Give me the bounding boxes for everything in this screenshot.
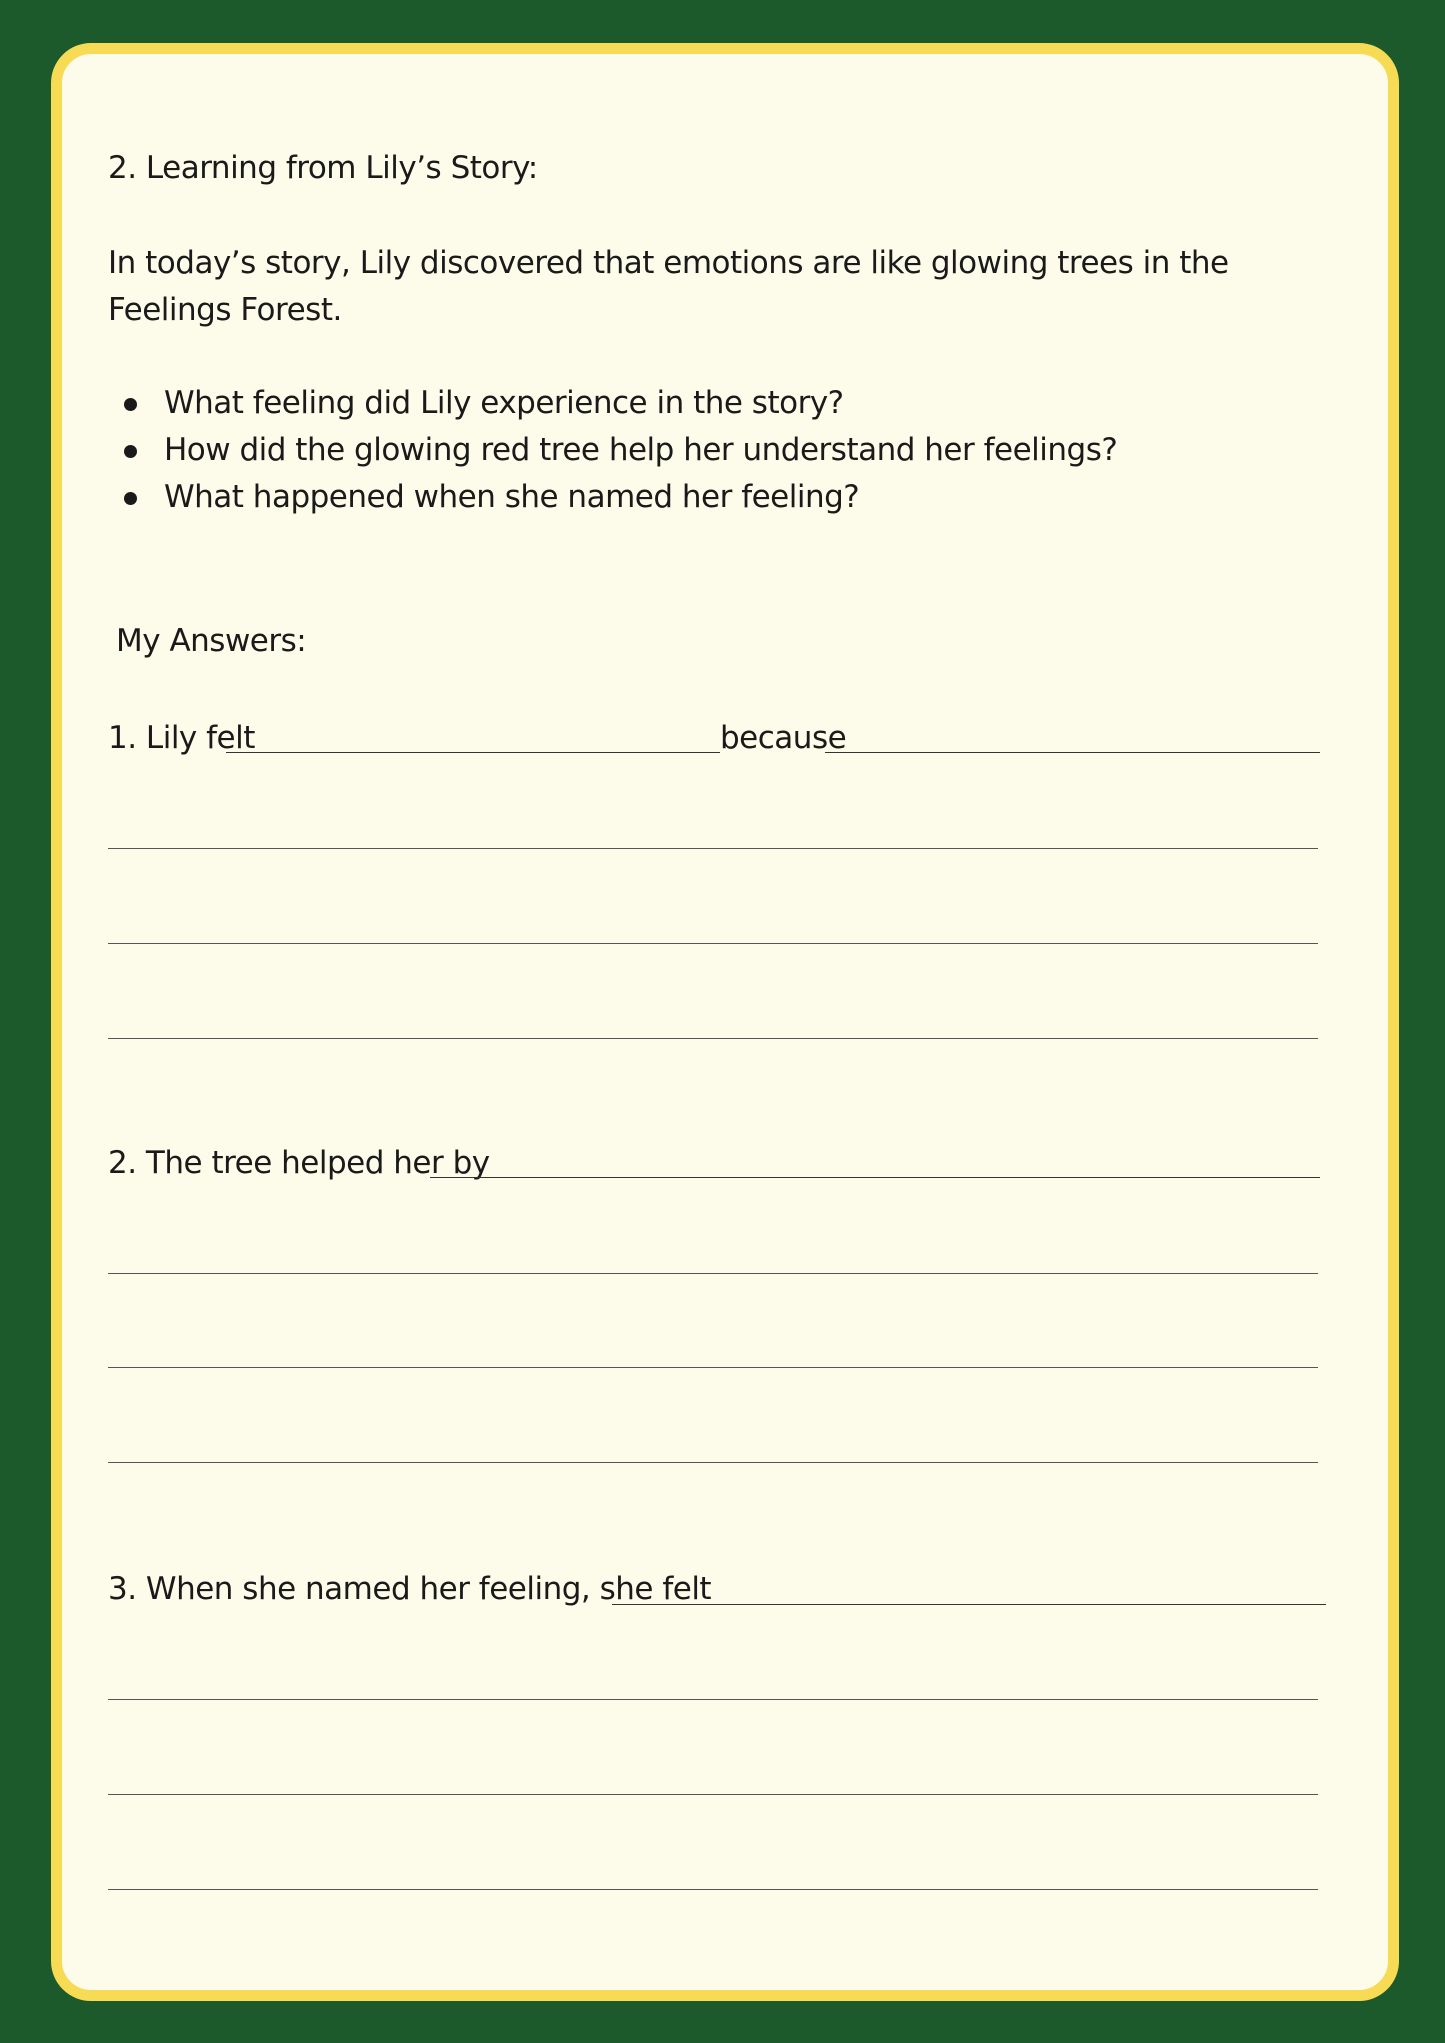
section-title: 2. Learning from Lily’s Story:: [108, 150, 538, 186]
question-item: What happened when she named her feeling?: [104, 474, 1117, 521]
answer3-writing-line[interactable]: [108, 1794, 1318, 1795]
intro-paragraph: In today’s story, Lily discovered that emotions are like glowing trees in the Feelings Forest.: [108, 245, 1229, 328]
answer3-blank[interactable]: [612, 1604, 1326, 1605]
answer1-writing-line[interactable]: [108, 943, 1318, 944]
answer1-prefix: 1. Lily felt: [108, 720, 255, 756]
answer3-writing-line[interactable]: [108, 1699, 1318, 1700]
worksheet-card: [51, 43, 1399, 2001]
answer2-writing-line[interactable]: [108, 1367, 1318, 1368]
answer2-writing-line[interactable]: [108, 1273, 1318, 1274]
answer1-writing-line[interactable]: [108, 1038, 1318, 1039]
question-item: How did the glowing red tree help her understand her feelings?: [104, 427, 1117, 474]
answer2-blank[interactable]: [430, 1177, 1320, 1178]
answers-heading: My Answers:: [116, 623, 307, 659]
answer3-writing-line[interactable]: [108, 1889, 1318, 1890]
question-list: [104, 380, 1117, 521]
answer1-reason-blank[interactable]: [825, 752, 1320, 753]
answer1-feeling-blank[interactable]: [226, 752, 720, 753]
answer1-because: because: [720, 720, 847, 756]
answer2-writing-line[interactable]: [108, 1462, 1318, 1463]
answer1-writing-line[interactable]: [108, 848, 1318, 849]
question-item: What feeling did Lily experience in the story?: [104, 380, 1117, 427]
answer2-prefix: 2. The tree helped her by: [108, 1145, 490, 1181]
answer3-prefix: 3. When she named her feeling, she felt: [108, 1571, 712, 1607]
